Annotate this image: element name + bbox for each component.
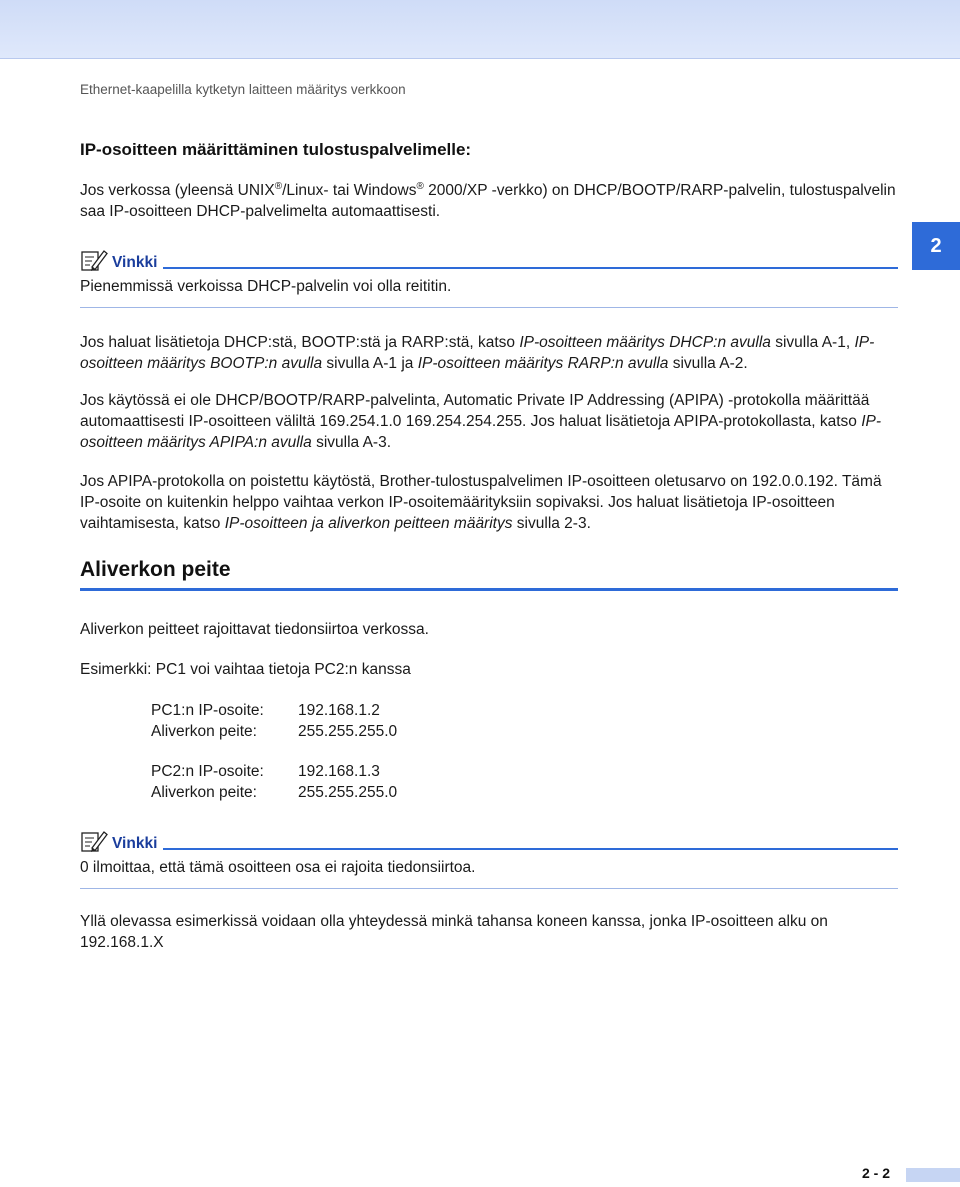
paragraph-default-ip: Jos APIPA-protokolla on poistettu käytöstä, Brother-tulostuspalvelimen IP-osoitteen oletusarvo on 192.0.0.192. Tämä IP-osoite on kuitenkin helppo vaihtaa verkon IP-osoitemäärityksiin sopivaksi. Jos haluat lisätietoja IP-osoitteen vaihtamisesta, katso IP-osoitteen ja aliverkon peitteen määritys sivulla 2-3. — [80, 473, 882, 532]
note-pencil-icon — [80, 248, 108, 272]
chapter-tab: 2 — [912, 222, 960, 270]
note-header-2 — [80, 829, 898, 853]
paragraph-example: Esimerkki: PC1 voi vaihtaa tietoja PC2:n kanssa — [80, 661, 411, 678]
top-band — [0, 0, 960, 59]
pc1-settings — [151, 700, 397, 742]
running-header: Ethernet-kaapelilla kytketyn laitteen määritys verkkoon — [80, 82, 406, 97]
ref-dhcp: IP-osoitteen määritys DHCP:n avulla — [519, 334, 771, 351]
paragraph-dhcp-intro: Jos verkossa (yleensä UNIX®/Linux- tai Windows® 2000/XP -verkko) on DHCP/BOOTP/RARP-palvelin, tulostuspalvelin saa IP-osoitteen DHCP-palvelimelta automaattisesti. — [80, 180, 896, 220]
note-header-1 — [80, 248, 898, 272]
note-divider-1 — [80, 307, 898, 308]
pc1-mask-row: Aliverkon peite: 255.255.255.0 — [151, 723, 398, 740]
note-rule-1 — [163, 267, 898, 269]
note-pencil-icon — [80, 829, 108, 853]
pc2-settings — [151, 761, 397, 803]
ref-apipa: IP-osoitteen määritys APIPA:n avulla — [80, 413, 882, 451]
paragraph-dhcp-references: Jos haluat lisätietoja DHCP:stä, BOOTP:stä ja RARP:stä, katso IP-osoitteen määritys DHCP:n avulla sivulla A-1, IP-osoitteen määritys BOOTP:n avulla sivulla A-1 ja IP-osoitteen määritys RARP:n avulla sivulla A-2. — [80, 334, 875, 372]
note-text-2: 0 ilmoittaa, että tämä osoitteen osa ei rajoita tiedonsiirtoa. — [80, 859, 476, 876]
note-divider-2 — [80, 888, 898, 889]
note-title-2: Vinkki — [112, 835, 158, 852]
ref-rarp: IP-osoitteen määritys RARP:n avulla — [417, 355, 669, 372]
ref-ip-subnet: IP-osoitteen ja aliverkon peitteen määritys — [224, 515, 513, 532]
section-heading-subnet: Aliverkon peite — [80, 558, 898, 591]
footer-bar — [906, 1168, 960, 1182]
paragraph-subnet-intro: Aliverkon peitteet rajoittavat tiedonsiirtoa verkossa. — [80, 621, 429, 638]
note-text-1: Pienemmissä verkoissa DHCP-palvelin voi olla reititin. — [80, 278, 452, 295]
paragraph-apipa: Jos käytössä ei ole DHCP/BOOTP/RARP-palvelinta, Automatic Private IP Addressing (APIPA) -protokolla määrittää automaattisesti IP-osoitteen väliltä 169.254.1.0 169.254.254.255. Jos haluat lisätietoja APIPA-protokollasta, katso IP-osoitteen määritys APIPA:n avulla sivulla A-3. — [80, 392, 882, 451]
page-number: 2 - 2 — [862, 1165, 891, 1181]
paragraph-example-summary: Yllä olevassa esimerkissä voidaan olla yhteydessä minkä tahansa koneen kanssa, jonka IP-osoitteen alku on 192.168.1.X — [80, 913, 828, 951]
note-title-1: Vinkki — [112, 254, 158, 271]
pc2-mask-row: Aliverkon peite: 255.255.255.0 — [151, 784, 398, 801]
pc1-ip-row: PC1:n IP-osoite: 192.168.1.2 — [151, 702, 380, 719]
pc2-ip-row: PC2:n IP-osoite: 192.168.1.3 — [151, 763, 380, 780]
ref-bootp: IP-osoitteen määritys BOOTP:n avulla — [80, 334, 875, 372]
note-rule-2 — [163, 848, 898, 850]
section-heading-ip: IP-osoitteen määrittäminen tulostuspalvelimelle: — [80, 140, 472, 159]
